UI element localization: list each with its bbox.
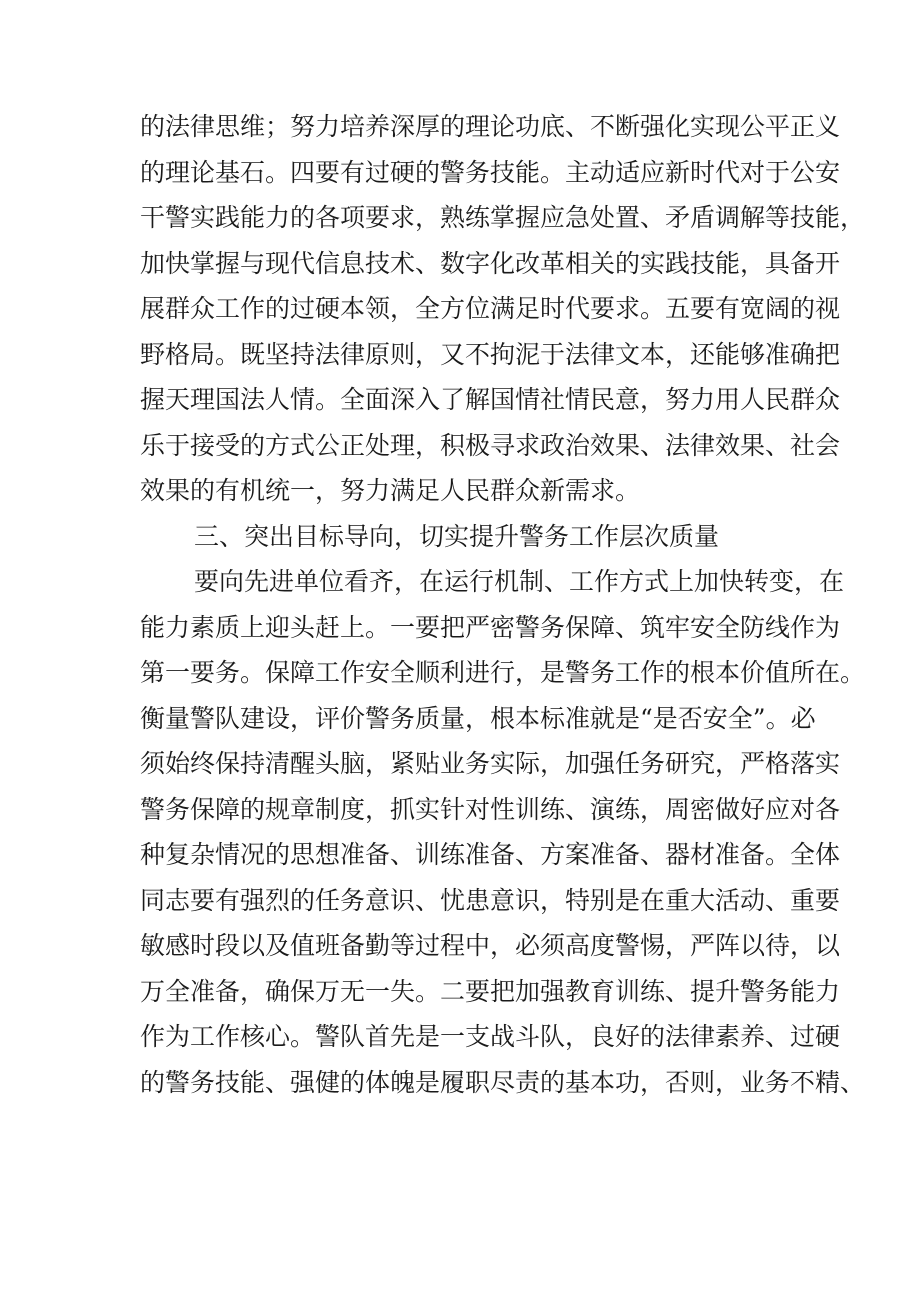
body-line: 效果的有机统一，努力满足人民群众新需求。 bbox=[140, 476, 641, 505]
paragraph-first-line: 要向先进单位看齐，在运行机制、工作方式上加快转变，在 bbox=[194, 567, 845, 596]
body-line: 展群众工作的过硬本领，全方位满足时代要求。五要有宽阔的视 bbox=[140, 294, 841, 323]
body-line: 敏感时段以及值班备勤等过程中，必须高度警惕，严阵以待，以 bbox=[140, 931, 841, 960]
body-line: 第一要务。保障工作安全顺利进行，是警务工作的根本价值所在。 bbox=[140, 658, 866, 687]
body-line: 警务保障的规章制度，抓实针对性训练、演练，周密做好应对各 bbox=[140, 794, 841, 824]
document-body bbox=[140, 104, 866, 1105]
body-line: 种复杂情况的思想准备、训练准备、方案准备、器材准备。全体 bbox=[140, 840, 841, 869]
body-line: 能力素质上迎头赶上。一要把严密警务保障、筑牢安全防线作为 bbox=[140, 612, 841, 642]
body-line: 的警务技能、强健的体魄是履职尽责的基本功，否则，业务不精、 bbox=[140, 1067, 866, 1097]
section-heading: 三、突出目标导向，切实提升警务工作层次质量 bbox=[194, 521, 720, 551]
body-line: 万全准备，确保万无一失。二要把加强教育训练、提升警务能力 bbox=[140, 976, 841, 1006]
body-line: 的理论基石。四要有过硬的警务技能。主动适应新时代对于公安 bbox=[140, 157, 841, 187]
body-line: 须始终保持清醒头脑，紧贴业务实际，加强任务研究，严格落实 bbox=[140, 749, 841, 778]
body-line: 握天理国法人情。全面深入了解国情社情民意，努力用人民群众 bbox=[140, 385, 841, 414]
body-line: 衡量警队建设，评价警务质量，根本标准就是“是否安全”。必 bbox=[140, 703, 816, 733]
body-line: 乐于接受的方式公正处理，积极寻求政治效果、法律效果、社会 bbox=[140, 430, 841, 460]
body-line: 野格局。既坚持法律原则，又不拘泥于法律文本，还能够准确把 bbox=[140, 339, 841, 369]
body-line: 的法律思维；努力培养深厚的理论功底、不断强化实现公平正义 bbox=[140, 112, 841, 141]
body-line: 加快掌握与现代信息技术、数字化改革相关的实践技能，具备开 bbox=[140, 248, 841, 278]
body-line: 作为工作核心。警队首先是一支战斗队，良好的法律素养、过硬 bbox=[140, 1022, 841, 1051]
body-line: 同志要有强烈的任务意识、忧患意识，特别是在重大活动、重要 bbox=[140, 885, 841, 915]
body-line: 干警实践能力的各项要求，熟练掌握应急处置、矛盾调解等技能， bbox=[140, 203, 866, 232]
